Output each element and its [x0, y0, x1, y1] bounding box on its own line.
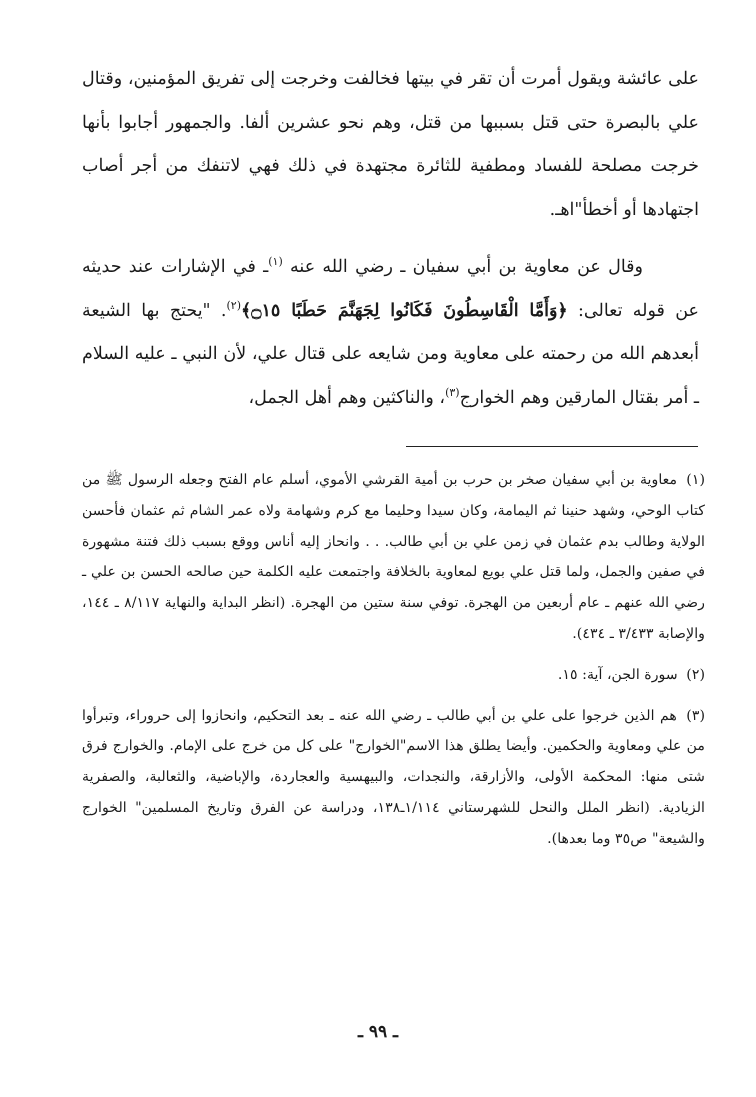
paragraph-text: . "يحتج بها الشيعة أبعدهم الله من رحمته على معاوية ومن شايعه على قتال علي، لأن النبي ـ عليه السلام ـ أمر بقتال المارقين وهم الخوارج [82, 300, 699, 408]
footnote-ref-1: (١) [268, 255, 283, 269]
footnote-ref-2: (٢) [226, 298, 242, 312]
footnotes [82, 465, 705, 855]
footnote-number: (٣) [686, 707, 706, 724]
footnote-text: سورة الجن، آية: ١٥. [557, 666, 678, 683]
footnote-number: (٢) [686, 666, 705, 683]
paragraph-text: ، والناكثين وهم أهل الجمل، [248, 387, 446, 408]
paragraph-aisha: على عائشة ويقول أمرت أن تقر في بيتها فخالفت وخرجت إلى تفريق المؤمنين، وقتال علي بالبصرة حتى قتل بسببها من قتل، وهم نحو عشرين ألفا. والجمهور أجابوا بأنها خرجت مصلحة للفساد ومطفية للثائرة مجتهدة في ذلك فهي لاتنفك من أجر أصاب اجتهادها أو أخطأ"اهـ. [82, 69, 699, 220]
paragraph-muawiya [82, 246, 699, 420]
footnote-divider [406, 446, 698, 447]
footnote-text: معاوية بن أبي سفيان صخر بن حرب بن أمية القرشي الأموي، أسلم عام الفتح وجعله الرسول ﷺ من كتاب الوحي، وشهد حنينا ثم اليمامة، وكان سيدا وحليما مع كرم وشهامة ولاه عمر الشام ثم عثمان فأحسن الولاية وطالب بدم عثمان في زمن علي بن أبي طالب. . . وانحاز إليه أناس ووقع بسبب ذلك فتنة مشهورة في صفين والجمل، ولما قتل علي بويع لمعاوية بالخلافة واجتمعت عليه الكلمة حين صالحه الحسن بن علي ـ رضي الله عنهم ـ عام أربعين من الهجرة. توفي سنة ستين من الهجرة. (انظر البداية والنهاية ٨/١١٧ ـ ١٤٤، والإصابة ٣/٤٣٣ ـ ٤٣٤). [82, 472, 705, 642]
footnote-text: هم الذين خرجوا على علي بن أبي طالب ـ رضي الله عنه ـ بعد التحكيم، وانحازوا إلى حروراء، وتبرأوا من علي ومعاوية والحكمين. وأيضا يطلق هذا الاسم"الخوارج" على كل من خرج على الإمام. والخوارج فرق شتى منها: المحكمة الأولى، والأزارقة، والنجدات، والبيهسية والعجاردة، والإباضية، والثعالبة، والصفرية الزيادية. (انظر الملل والنحل للشهرستاني ١/١١٤ـ١٣٨، ودراسة عن الفرق وتاريخ المسلمين" الخوارج والشيعة" ص٣٥ وما بعدها). [82, 707, 705, 847]
footnote-ref-3: (٣) [445, 385, 460, 399]
paragraph-text: ـ في الإشارات عند حديثه عن قوله تعالى: [82, 257, 700, 321]
page-number: ـ ٩٩ ـ [357, 1022, 399, 1042]
footnote-1 [82, 465, 705, 650]
footnote-2 [82, 660, 705, 691]
quran-verse: ﴿وَأَمَّا الْقَاسِطُونَ فَكَانُوا لِجَهَنَّمَ حَطَبًا ۝١٥﴾ [241, 300, 568, 321]
main-text [82, 58, 699, 420]
footnote-3 [82, 701, 705, 855]
paragraph-text: وقال عن معاوية بن أبي سفيان ـ رضي الله عنه [282, 257, 643, 277]
footnote-number: (١) [686, 472, 705, 488]
